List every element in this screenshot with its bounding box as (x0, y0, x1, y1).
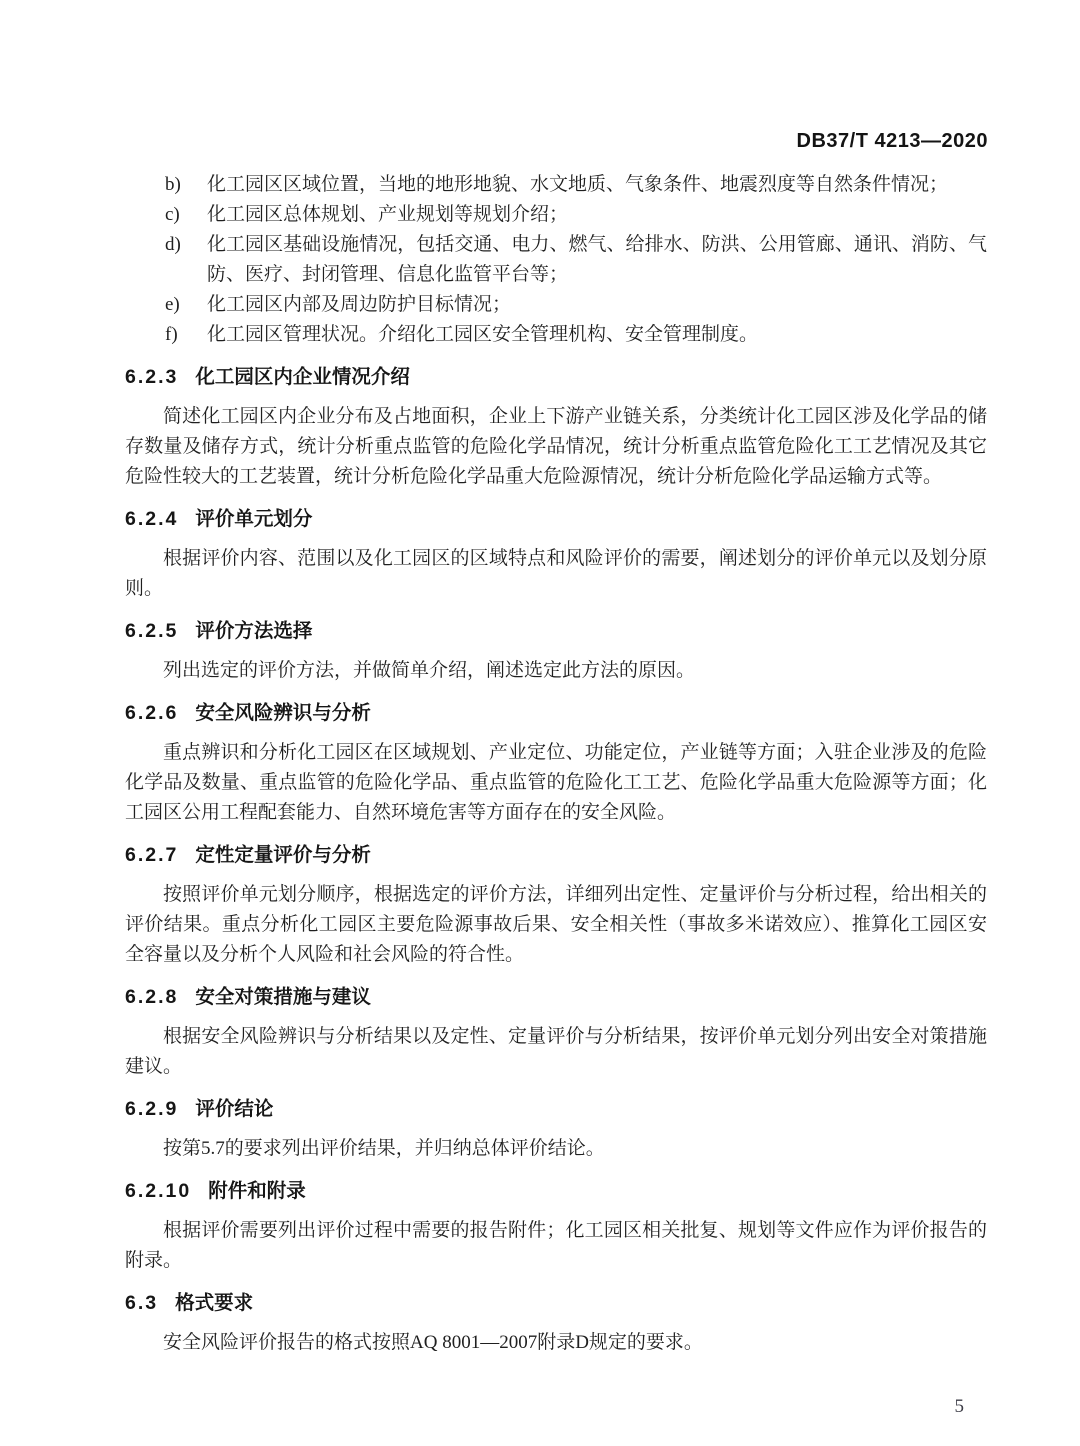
section-number: 6.2.6 (125, 702, 179, 724)
section-heading (125, 504, 987, 534)
section-title: 定性定量评价与分析 (195, 844, 371, 866)
section-heading (125, 1094, 987, 1124)
section-title: 格式要求 (175, 1292, 254, 1314)
section-heading (125, 616, 987, 646)
section-heading (125, 1288, 987, 1318)
section-paragraph: 重点辨识和分析化工园区在区域规划、产业定位、功能定位，产业链等方面；入驻企业涉及的危险化学品及数量、重点监管的危险化学品、重点监管的危险化工工艺、危险化学品重大危险源等方面；化工园区公用工程配套能力、自然环境危害等方面存在的安全风险。 (125, 742, 987, 823)
section (125, 1094, 987, 1164)
section-number: 6.2.10 (125, 1180, 192, 1202)
section-title: 安全对策措施与建议 (195, 986, 371, 1008)
section-heading (125, 982, 987, 1012)
clause-letter: c) (165, 204, 180, 225)
section-title: 评价单元划分 (195, 508, 313, 530)
section-paragraph: 安全风险评价报告的格式按照AQ 8001—2007附录D规定的要求。 (163, 1332, 703, 1353)
section-title: 附件和附录 (208, 1180, 306, 1202)
section-body (125, 1134, 987, 1164)
clause-list-item (165, 170, 987, 200)
section-body (125, 1216, 987, 1276)
clause-list-item (165, 200, 987, 230)
section-number: 6.2.3 (125, 366, 179, 388)
clause-letter: b) (165, 174, 181, 195)
section-paragraph: 按第5.7的要求列出评价结果，并归纳总体评价结论。 (163, 1138, 605, 1159)
section-body (125, 544, 987, 604)
section-heading (125, 840, 987, 870)
section-number: 6.2.4 (125, 508, 179, 530)
section-number: 6.2.5 (125, 620, 179, 642)
section-title: 安全风险辨识与分析 (195, 702, 371, 724)
section-heading (125, 1176, 987, 1206)
section-paragraph: 根据评价需要列出评价过程中需要的报告附件；化工园区相关批复、规划等文件应作为评价报告的附录。 (125, 1220, 987, 1271)
clause-letter: d) (165, 234, 181, 255)
section (125, 982, 987, 1082)
clause-letter: e) (165, 294, 180, 315)
section-paragraph: 按照评价单元划分顺序，根据选定的评价方法，详细列出定性、定量评价与分析过程，给出相关的评价结果。重点分析化工园区主要危险源事故后果、安全相关性（事故多米诺效应）、推算化工园区安全容量以及分析个人风险和社会风险的符合性。 (125, 884, 987, 965)
section-paragraph: 根据安全风险辨识与分析结果以及定性、定量评价与分析结果，按评价单元划分列出安全对策措施建议。 (125, 1026, 987, 1077)
section-body (125, 880, 987, 970)
section (125, 504, 987, 604)
page-number: 5 (954, 1396, 964, 1417)
clause-text: 化工园区管理状况。介绍化工园区安全管理机构、安全管理制度。 (207, 324, 759, 345)
clause-text: 化工园区基础设施情况，包括交通、电力、燃气、给排水、防洪、公用管廊、通讯、消防、气防、医疗、封闭管理、信息化监管平台等； (207, 234, 987, 285)
section-number: 6.2.9 (125, 1098, 179, 1120)
section-title: 评价结论 (195, 1098, 274, 1120)
clause-list-item (165, 230, 987, 290)
standard-code-header: DB37/T 4213—2020 (796, 130, 988, 152)
section-body (125, 738, 987, 828)
section-paragraph: 列出选定的评价方法，并做简单介绍，阐述选定此方法的原因。 (163, 660, 696, 681)
clause-text: 化工园区区域位置，当地的地形地貌、水文地质、气象条件、地震烈度等自然条件情况； (207, 174, 949, 195)
section-title: 化工园区内企业情况介绍 (195, 366, 410, 388)
section (125, 616, 987, 686)
section-heading (125, 362, 987, 392)
clause-letter: f) (165, 324, 178, 345)
section-body (125, 656, 987, 686)
section-body (125, 1328, 987, 1358)
page-content (125, 170, 987, 1358)
section (125, 840, 987, 970)
sections (125, 362, 987, 1358)
section-body (125, 402, 987, 492)
section-paragraph: 根据评价内容、范围以及化工园区的区域特点和风险评价的需要，阐述划分的评价单元以及划分原则。 (125, 548, 987, 599)
clause-text: 化工园区总体规划、产业规划等规划介绍； (207, 204, 569, 225)
section (125, 698, 987, 828)
section-number: 6.3 (125, 1292, 159, 1314)
clause-list-item (165, 290, 987, 320)
section-heading (125, 698, 987, 728)
section-number: 6.2.7 (125, 844, 179, 866)
section (125, 362, 987, 492)
section-number: 6.2.8 (125, 986, 179, 1008)
clause-list (125, 170, 987, 350)
section (125, 1288, 987, 1358)
clause-list-item (165, 320, 987, 350)
clause-text: 化工园区内部及周边防护目标情况； (207, 294, 512, 315)
section-body (125, 1022, 987, 1082)
section (125, 1176, 987, 1276)
section-title: 评价方法选择 (195, 620, 313, 642)
section-paragraph: 简述化工园区内企业分布及占地面积，企业上下游产业链关系，分类统计化工园区涉及化学品的储存数量及储存方式，统计分析重点监管的危险化学品情况，统计分析重点监管危险化工工艺情况及其它危险性较大的工艺装置，统计分析危险化学品重大危险源情况，统计分析危险化学品运输方式等。 (125, 406, 987, 487)
